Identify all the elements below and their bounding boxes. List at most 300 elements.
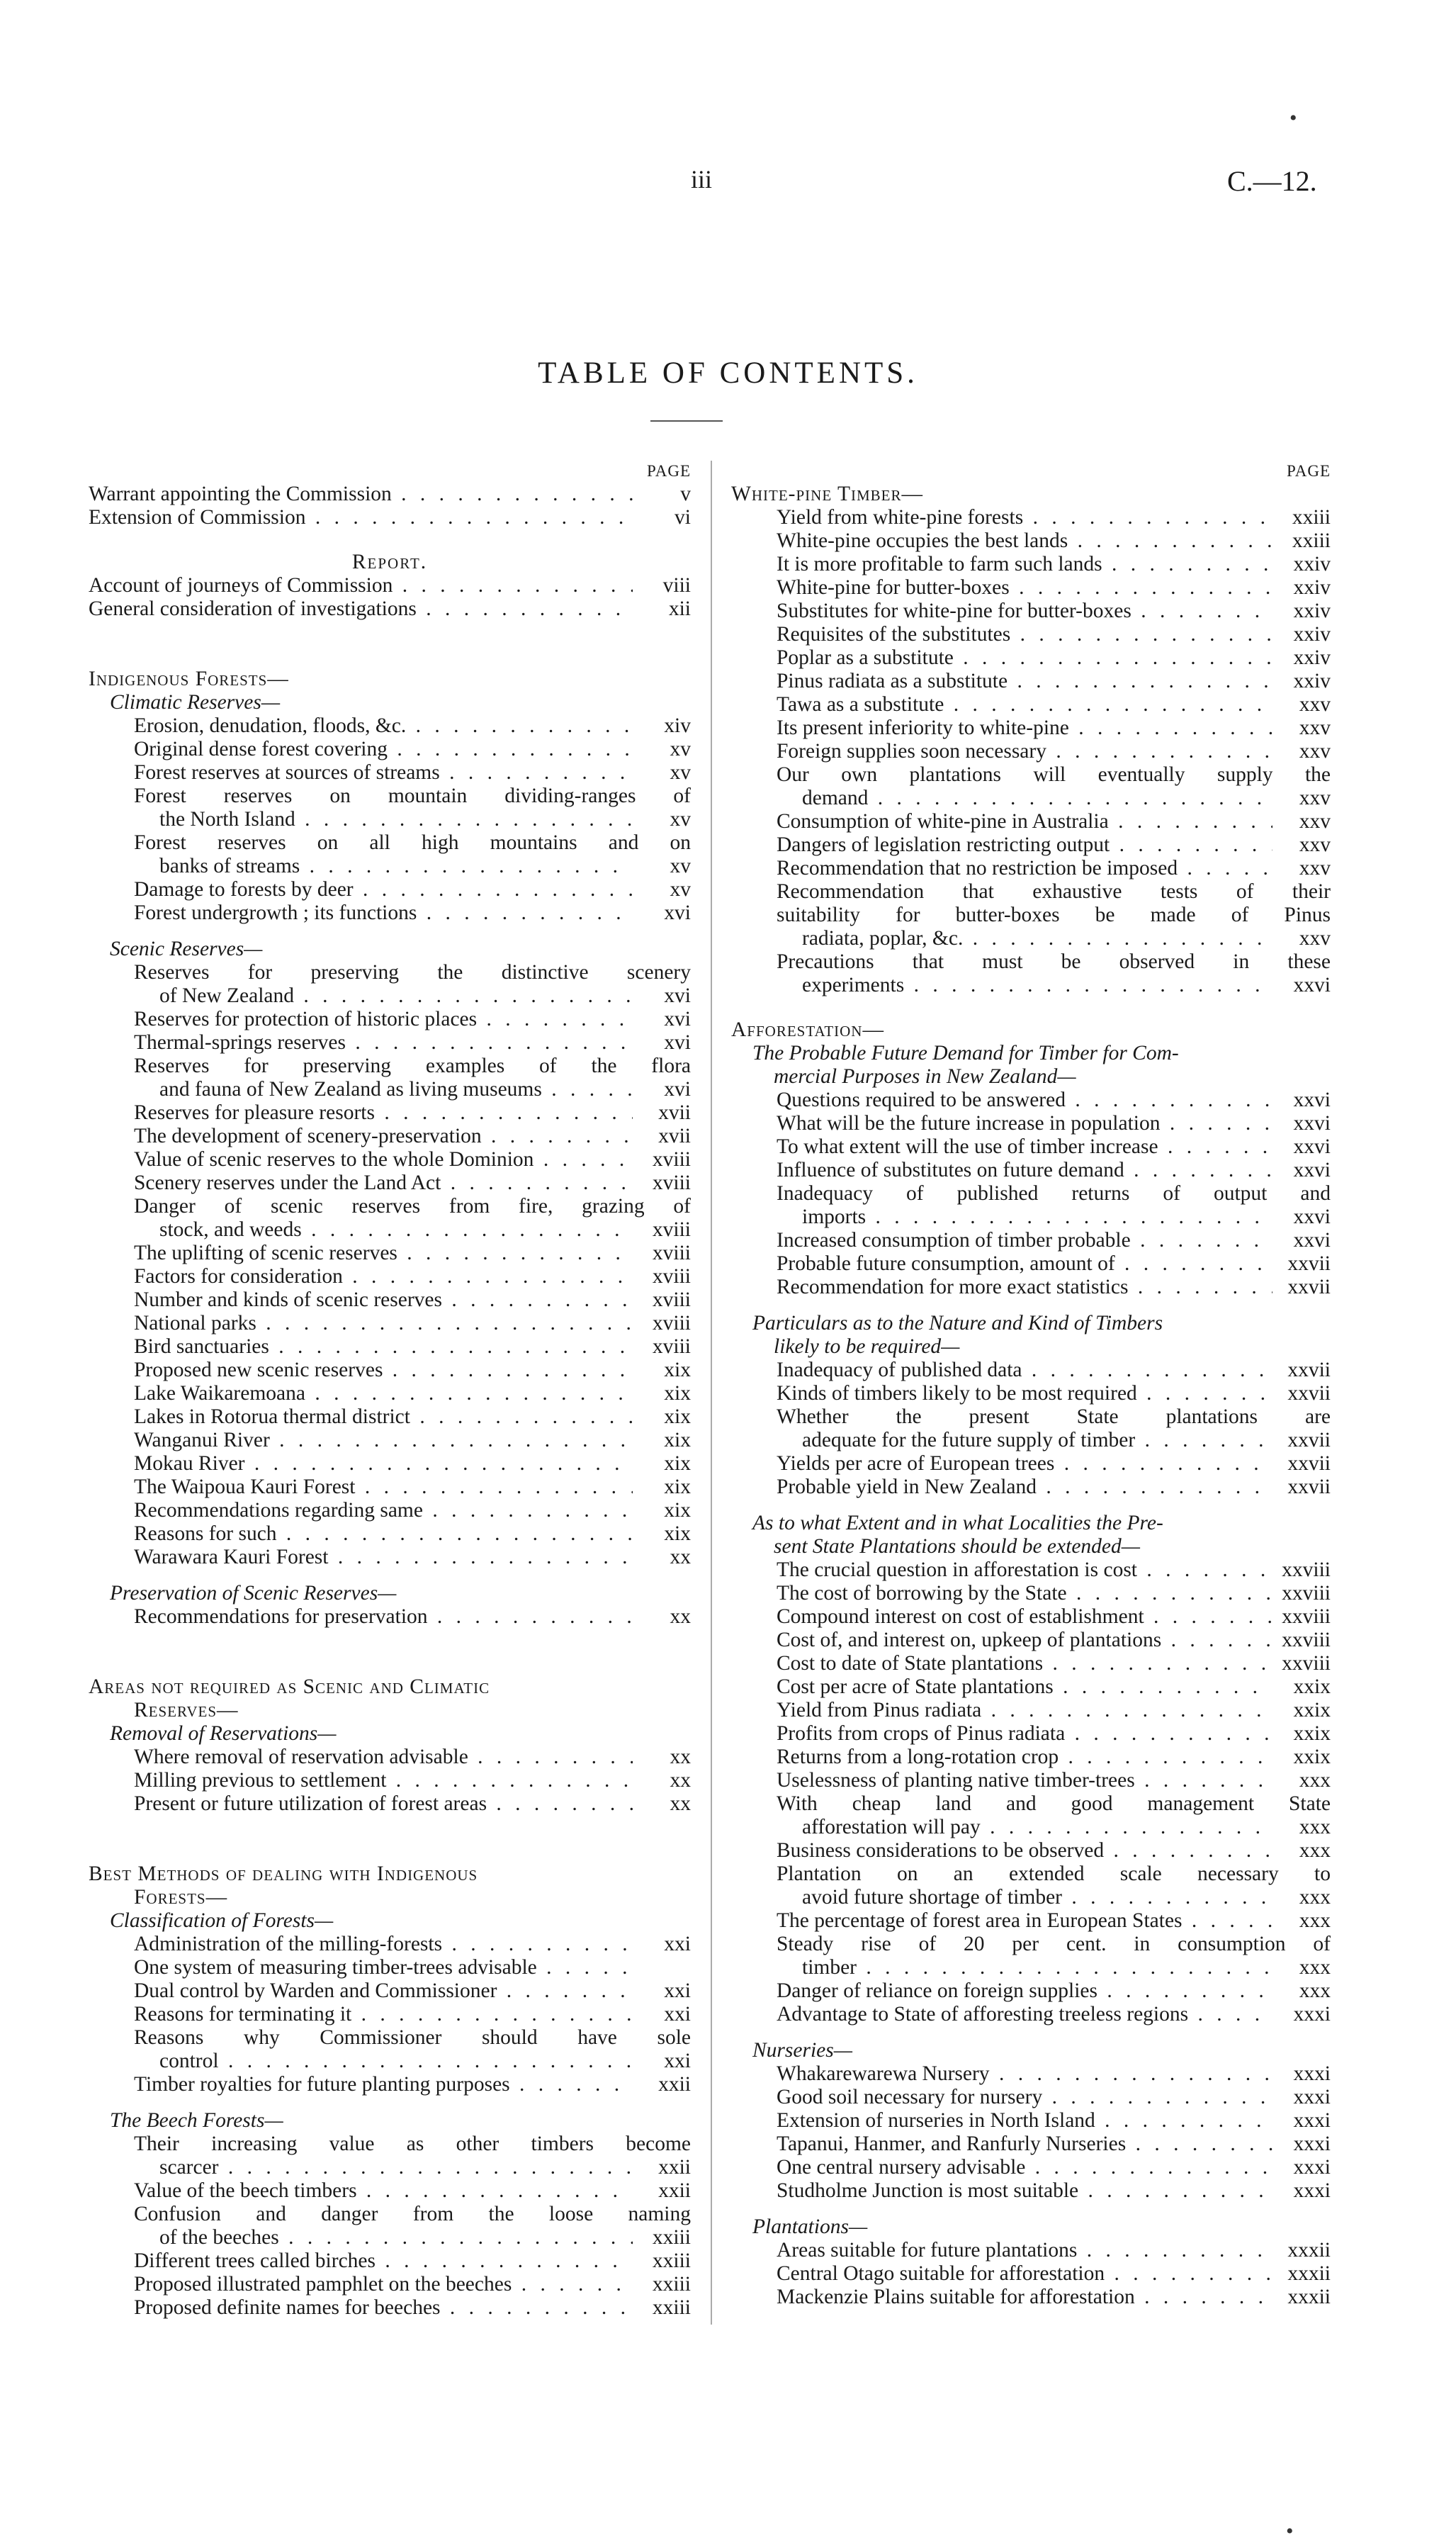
toc-entry bbox=[731, 670, 1331, 693]
toc-entry bbox=[89, 2003, 691, 2026]
subsection-heading-line1: As to what Extent and in what Localities the Pre- bbox=[752, 1512, 1163, 1534]
toc-entry bbox=[89, 761, 691, 785]
entry-text-line2: suitability for butter-boxes be made of Pinus bbox=[777, 904, 1331, 926]
entry-text-line1: Precautions that must be observed in these bbox=[777, 950, 1331, 973]
entry-text: Cost per acre of State plantations . . bbox=[731, 1675, 1272, 1699]
entry-text-cont: experiments . . bbox=[802, 974, 1272, 997]
toc-entry bbox=[731, 1476, 1331, 1499]
entry-text-line1: Our own plantations will eventually supply the bbox=[777, 763, 1331, 786]
subsection-heading-line2: likely to be required— bbox=[774, 1335, 960, 1358]
entry-continuation bbox=[777, 1886, 1331, 1909]
entry-page: xxxii bbox=[1287, 2286, 1331, 2308]
page-title: TABLE OF CONTENTS. bbox=[538, 356, 918, 390]
subsection-heading: Nurseries— bbox=[752, 2039, 852, 2062]
entry-page: xv bbox=[670, 761, 691, 784]
entry-page: xxxi bbox=[1293, 2086, 1331, 2108]
entry-continuation bbox=[134, 1078, 691, 1101]
entry-page: xviii bbox=[652, 1242, 691, 1264]
toc-entry bbox=[89, 738, 691, 761]
subsection-heading-line1: Particulars as to the Nature and Kind of Timbers bbox=[752, 1312, 1163, 1335]
subsection-heading-line1: The Probable Future Demand for Timber for Com- bbox=[752, 1042, 1179, 1064]
toc-entry bbox=[89, 2273, 691, 2296]
toc-entry bbox=[731, 553, 1331, 576]
entry-text-cont: stock, and weeds . . bbox=[159, 1218, 633, 1242]
entry-text: Mackenzie Plains suitable for afforestation . . bbox=[731, 2286, 1272, 2309]
toc-entry bbox=[731, 2133, 1331, 2156]
entry-text: Recommendations regarding same . . bbox=[89, 1499, 633, 1522]
entry-page: xx bbox=[670, 1605, 691, 1628]
entry-text: Present or future utilization of forest areas . . bbox=[89, 1792, 633, 1816]
entry-text: Lakes in Rotorua thermal district . . bbox=[89, 1405, 633, 1429]
toc-entry bbox=[731, 576, 1331, 600]
toc-entry bbox=[89, 1008, 691, 1031]
entry-continuation bbox=[134, 808, 691, 831]
entry-page: xxix bbox=[1293, 1722, 1331, 1745]
entry-text: Cost of, and interest on, upkeep of plantations . . bbox=[731, 1629, 1272, 1652]
entry-text-line1: Forest reserves on all high mountains and on bbox=[134, 831, 691, 854]
toc-entry bbox=[731, 1652, 1331, 1675]
subsection-heading: Climatic Reserves— bbox=[110, 691, 281, 714]
entry-page: xxix bbox=[1293, 1699, 1331, 1721]
toc-entry bbox=[89, 597, 691, 621]
entry-text-cont: radiata, poplar, &c. . . bbox=[802, 927, 1272, 950]
section-heading bbox=[89, 1863, 691, 1909]
entry-page: xxiii bbox=[652, 2226, 691, 2249]
entry-page: xxvii bbox=[1287, 1359, 1331, 1381]
subsection-heading: Plantations— bbox=[752, 2215, 868, 2238]
toc-entry-wrapped bbox=[731, 1933, 1331, 1979]
entry-page: xxvi bbox=[1293, 1206, 1331, 1228]
entry-page: xix bbox=[664, 1452, 691, 1475]
entry-page: xix bbox=[664, 1382, 691, 1405]
entry-page: xxx bbox=[1299, 1769, 1331, 1792]
entry-page: xxxi bbox=[1293, 2156, 1331, 2179]
subsection-heading bbox=[731, 1512, 1331, 1558]
entry-page: xxv bbox=[1299, 810, 1331, 833]
entry-page: xxx bbox=[1299, 1956, 1331, 1979]
section-heading-line2: Forests— bbox=[134, 1886, 228, 1909]
entry-text: Whakarewarewa Nursery . . bbox=[731, 2062, 1272, 2086]
entry-page: xxiv bbox=[1293, 646, 1331, 669]
entry-text: Tawa as a substitute . . bbox=[731, 693, 1272, 717]
entry-text: Extension of nurseries in North Island . . bbox=[731, 2109, 1272, 2133]
entry-text: Reserves for protection of historic places . . bbox=[89, 1008, 633, 1031]
entry-page: v bbox=[680, 483, 691, 505]
entry-text: To what extent will the use of timber increase . . bbox=[731, 1135, 1272, 1159]
toc-entry bbox=[89, 506, 691, 529]
title-rule bbox=[650, 420, 723, 422]
toc-entry-wrapped bbox=[89, 2026, 691, 2073]
entry-text: Value of scenic reserves to the whole Dominion . . bbox=[89, 1148, 633, 1172]
entry-page: xx bbox=[670, 1746, 691, 1768]
tick-mark: • bbox=[1286, 2519, 1294, 2543]
entry-text: The cost of borrowing by the State . . bbox=[731, 1582, 1272, 1605]
entry-text: Recommendation for more exact statistics . . bbox=[731, 1276, 1272, 1299]
entry-text: Bird sanctuaries . . bbox=[89, 1335, 633, 1359]
entry-text-cont: adequate for the future supply of timber . . bbox=[802, 1429, 1272, 1452]
toc-entry bbox=[731, 1382, 1331, 1405]
toc-entry bbox=[89, 1148, 691, 1172]
entry-page: xxv bbox=[1299, 787, 1331, 809]
toc-entry bbox=[731, 1229, 1331, 1252]
toc-entry bbox=[731, 1746, 1331, 1769]
entry-page: xxx bbox=[1299, 1816, 1331, 1838]
entry-text-cont: demand . . bbox=[802, 787, 1272, 810]
entry-page: xxviii bbox=[1282, 1558, 1331, 1581]
page-number: iii bbox=[691, 165, 713, 193]
entry-page: xv bbox=[670, 855, 691, 877]
entry-text-line1: With cheap land and good management State bbox=[777, 1792, 1331, 1815]
entry-text: Value of the beech timbers . . bbox=[89, 2179, 633, 2203]
entry-page: xxii bbox=[658, 2156, 691, 2179]
toc-entry bbox=[731, 717, 1331, 740]
toc-entry bbox=[89, 1359, 691, 1382]
entry-text: Poplar as a substitute . . bbox=[731, 646, 1272, 670]
spacer bbox=[89, 529, 691, 551]
spacer bbox=[89, 621, 691, 668]
toc-entry bbox=[89, 1522, 691, 1546]
entry-text: One central nursery advisable . . bbox=[731, 2156, 1272, 2179]
toc-entry bbox=[731, 1112, 1331, 1135]
entry-text: Warawara Kauri Forest . . bbox=[89, 1546, 633, 1569]
toc-entry-wrapped bbox=[89, 961, 691, 1008]
entry-text: Recommendations for preservation . . bbox=[89, 1605, 633, 1629]
entry-text: The Waipoua Kauri Forest . . bbox=[89, 1476, 633, 1499]
entry-page: xvii bbox=[658, 1125, 691, 1147]
toc-entry bbox=[731, 1629, 1331, 1652]
entry-text: Number and kinds of scenic reserves . . bbox=[89, 1288, 633, 1312]
toc-entry bbox=[731, 1252, 1331, 1276]
toc-entry bbox=[731, 1582, 1331, 1605]
entry-continuation bbox=[134, 984, 691, 1008]
entry-page: xv bbox=[670, 808, 691, 831]
entry-text: Danger of reliance on foreign supplies . . bbox=[731, 1979, 1272, 2003]
section-heading bbox=[89, 1675, 691, 1722]
entry-page: xxviii bbox=[1282, 1652, 1331, 1675]
entry-text: The uplifting of scenic reserves . . bbox=[89, 1242, 633, 1265]
entry-text: Mokau River . . bbox=[89, 1452, 633, 1476]
entry-text-cont: scarcer . . bbox=[159, 2156, 633, 2179]
entry-page: xxvii bbox=[1287, 1452, 1331, 1475]
entry-text: Questions required to be answered . . bbox=[731, 1089, 1272, 1112]
subsection-heading: Removal of Reservations— bbox=[110, 1722, 337, 1745]
entry-text: Kinds of timbers likely to be most required . . bbox=[731, 1382, 1272, 1405]
entry-text: Consumption of white-pine in Australia . . bbox=[731, 810, 1272, 833]
entry-text-line1: Reserves for preserving examples of the flora bbox=[134, 1055, 691, 1077]
entry-text-cont: avoid future shortage of timber . . bbox=[802, 1886, 1272, 1909]
entry-text: Yield from Pinus radiata . . bbox=[731, 1699, 1272, 1722]
entry-text: Milling previous to settlement . . bbox=[89, 1769, 633, 1792]
toc-entry bbox=[89, 1769, 691, 1792]
entry-continuation bbox=[134, 855, 691, 878]
entry-page: xix bbox=[664, 1522, 691, 1545]
entry-page: xxviii bbox=[1282, 1605, 1331, 1628]
entry-page: xxvii bbox=[1287, 1476, 1331, 1498]
toc-entry bbox=[731, 506, 1331, 529]
toc-entry bbox=[731, 2156, 1331, 2179]
entry-page: xix bbox=[664, 1359, 691, 1381]
subsection-heading-line2: sent State Plantations should be extended— bbox=[774, 1535, 1140, 1558]
toc-entry bbox=[731, 2003, 1331, 2026]
column-divider bbox=[711, 461, 712, 2325]
entry-page: xxx bbox=[1299, 1886, 1331, 1909]
entry-page: xviii bbox=[652, 1312, 691, 1335]
entry-page: xxvi bbox=[1293, 1159, 1331, 1181]
entry-text: What will be the future increase in population . . bbox=[731, 1112, 1272, 1135]
toc-entry bbox=[731, 623, 1331, 646]
entry-page: xxv bbox=[1299, 693, 1331, 716]
entry-text-line1: Confusion and danger from the loose naming bbox=[134, 2203, 691, 2225]
subsection-heading bbox=[731, 1312, 1331, 1359]
toc-entry bbox=[731, 1722, 1331, 1746]
toc-entry bbox=[89, 574, 691, 597]
entry-page: xxiv bbox=[1293, 600, 1331, 622]
entry-page: xviii bbox=[652, 1265, 691, 1288]
entry-text: Reserves for pleasure resorts . . bbox=[89, 1101, 633, 1125]
entry-continuation bbox=[777, 1429, 1331, 1452]
entry-text: Tapanui, Hanmer, and Ranfurly Nurseries . . bbox=[731, 2133, 1272, 2156]
entry-page: xix bbox=[664, 1499, 691, 1522]
spacer bbox=[89, 1629, 691, 1675]
toc-entry bbox=[89, 1288, 691, 1312]
entry-page: xxvi bbox=[1293, 1135, 1331, 1158]
entry-text: Original dense forest covering . . bbox=[89, 738, 633, 761]
entry-page: xxvii bbox=[1287, 1429, 1331, 1451]
subsection-heading: Scenic Reserves— bbox=[110, 938, 263, 960]
toc-entry-wrapped bbox=[89, 1195, 691, 1242]
toc-entry bbox=[89, 483, 691, 506]
entry-text: Different trees called birches . . bbox=[89, 2249, 633, 2273]
entry-text: Lake Waikaremoana . . bbox=[89, 1382, 633, 1405]
entry-text: Damage to forests by deer . . bbox=[89, 878, 633, 901]
entry-text: Foreign supplies soon necessary . . bbox=[731, 740, 1272, 763]
entry-page: xxii bbox=[658, 2179, 691, 2202]
toc-entry bbox=[731, 1675, 1331, 1699]
toc-entry-wrapped bbox=[89, 785, 691, 831]
toc-entry bbox=[731, 600, 1331, 623]
entry-continuation bbox=[777, 1816, 1331, 1839]
toc-entry bbox=[731, 810, 1331, 833]
toc-entry-wrapped bbox=[89, 2133, 691, 2179]
toc-entry bbox=[89, 1405, 691, 1429]
toc-entry bbox=[89, 1242, 691, 1265]
toc-entry bbox=[89, 2073, 691, 2096]
entry-text: Recommendation that no restriction be imposed . . bbox=[731, 857, 1272, 880]
entry-text-cont: banks of streams . . bbox=[159, 855, 633, 878]
entry-text: Forest undergrowth ; its functions . . bbox=[89, 901, 633, 925]
entry-continuation bbox=[777, 787, 1331, 810]
toc-entry bbox=[731, 2262, 1331, 2286]
entry-page: xvi bbox=[664, 1031, 691, 1054]
entry-continuation bbox=[134, 2050, 691, 2073]
entry-text: Advantage to State of afforesting treeless regions . . bbox=[731, 2003, 1272, 2026]
entry-text: Dual control by Warden and Commissioner . . bbox=[89, 1979, 633, 2003]
entry-continuation bbox=[777, 927, 1331, 950]
entry-page: xx bbox=[670, 1792, 691, 1815]
toc-entry-wrapped bbox=[731, 880, 1331, 950]
toc-entry bbox=[731, 1839, 1331, 1863]
toc-entry bbox=[89, 878, 691, 901]
report-heading: Report. bbox=[351, 551, 428, 573]
toc-entry bbox=[731, 2286, 1331, 2309]
entry-text: Thermal-springs reserves . . bbox=[89, 1031, 633, 1055]
entry-text-cont: control . . bbox=[159, 2050, 633, 2073]
toc-entry-wrapped bbox=[731, 950, 1331, 997]
spacer bbox=[731, 997, 1331, 1018]
entry-page: viii bbox=[662, 574, 691, 597]
entry-page: xxv bbox=[1299, 717, 1331, 739]
entry-page: xxv bbox=[1299, 927, 1331, 950]
entry-text: Proposed new scenic reserves . . bbox=[89, 1359, 633, 1382]
entry-text: Profits from crops of Pinus radiata . . bbox=[731, 1722, 1272, 1746]
entry-text: Forest reserves at sources of streams . . bbox=[89, 761, 633, 785]
toc-entry bbox=[731, 693, 1331, 717]
entry-continuation bbox=[777, 974, 1331, 997]
entry-page: xxxii bbox=[1287, 2262, 1331, 2285]
toc-right-column bbox=[731, 459, 1331, 2309]
entry-text: Timber royalties for future planting purposes . . bbox=[89, 2073, 633, 2096]
entry-page: xxviii bbox=[1282, 1629, 1331, 1651]
entry-text: Cost to date of State plantations . . bbox=[731, 1652, 1272, 1675]
toc-entry bbox=[89, 1429, 691, 1452]
toc-entry-wrapped bbox=[731, 1863, 1331, 1909]
toc-entry bbox=[89, 1101, 691, 1125]
toc-entry bbox=[731, 529, 1331, 553]
entry-text: Extension of Commission . . bbox=[89, 506, 633, 529]
section-heading-line1: Areas not required as Scenic and Climatic bbox=[89, 1675, 490, 1698]
entry-continuation bbox=[134, 2156, 691, 2179]
entry-page: xv bbox=[670, 738, 691, 760]
subsection-heading-line2: mercial Purposes in New Zealand— bbox=[774, 1065, 1076, 1088]
toc-entry-wrapped bbox=[89, 1055, 691, 1101]
spacer bbox=[89, 925, 691, 938]
toc-entry bbox=[731, 1558, 1331, 1582]
toc-entry bbox=[731, 1159, 1331, 1182]
entry-text: Uselessness of planting native timber-trees . . bbox=[731, 1769, 1272, 1792]
entry-page: xviii bbox=[652, 1172, 691, 1194]
entry-page: xxiii bbox=[1292, 506, 1331, 529]
entry-page: xxvi bbox=[1293, 1229, 1331, 1252]
entry-page: xvi bbox=[664, 1008, 691, 1030]
entry-page: xxiii bbox=[652, 2249, 691, 2272]
toc-entry bbox=[731, 857, 1331, 880]
toc-entry bbox=[89, 2249, 691, 2273]
entry-text: Central Otago suitable for afforestation . . bbox=[731, 2262, 1272, 2286]
entry-page: xxvii bbox=[1287, 1276, 1331, 1298]
entry-text: Compound interest on cost of establishment . . bbox=[731, 1605, 1272, 1629]
entry-text-cont: timber . . bbox=[802, 1956, 1272, 1979]
toc-entry bbox=[731, 1699, 1331, 1722]
spacer bbox=[89, 1569, 691, 1582]
toc-entry bbox=[89, 1452, 691, 1476]
spacer bbox=[731, 2026, 1331, 2039]
toc-entry bbox=[731, 1605, 1331, 1629]
entry-page: vi bbox=[675, 506, 691, 529]
entry-text-cont: imports . . bbox=[802, 1206, 1272, 1229]
toc-entry bbox=[89, 1605, 691, 1629]
toc-entry bbox=[731, 1276, 1331, 1299]
spacer bbox=[89, 2096, 691, 2109]
entry-text-line1: Recommendation that exhaustive tests of their bbox=[777, 880, 1331, 903]
entry-text-line1: Steady rise of 20 per cent. in consumption of bbox=[777, 1933, 1331, 1955]
spacer bbox=[89, 1816, 691, 1863]
entry-page: xii bbox=[668, 597, 691, 620]
entry-page: xvi bbox=[664, 984, 691, 1007]
toc-entry-wrapped bbox=[89, 831, 691, 878]
entry-page: xxvi bbox=[1293, 974, 1331, 996]
toc-entry bbox=[731, 646, 1331, 670]
toc-entry bbox=[89, 1546, 691, 1569]
toc-entry-wrapped bbox=[731, 1405, 1331, 1452]
entry-text: Good soil necessary for nursery . . bbox=[731, 2086, 1272, 2109]
toc-entry bbox=[89, 1312, 691, 1335]
entry-page: xxvii bbox=[1287, 1252, 1331, 1275]
entry-text: Reasons for such . . bbox=[89, 1522, 633, 1546]
toc-entry bbox=[731, 2179, 1331, 2203]
spacer bbox=[731, 1299, 1331, 1312]
entry-text-line1: Their increasing value as other timbers become bbox=[134, 2133, 691, 2155]
entry-continuation bbox=[134, 1218, 691, 1242]
entry-text: National parks . . bbox=[89, 1312, 633, 1335]
toc-entry bbox=[731, 1452, 1331, 1476]
entry-page: xxx bbox=[1299, 1839, 1331, 1862]
toc-entry bbox=[89, 1265, 691, 1288]
entry-text: Substitutes for white-pine for butter-boxes . . bbox=[731, 600, 1272, 623]
entry-text: Proposed definite names for beeches . . bbox=[89, 2296, 633, 2320]
entry-text-cont: afforestation will pay . . bbox=[802, 1816, 1272, 1839]
subsection-heading: Classification of Forests— bbox=[110, 1909, 334, 1932]
subsection-heading: The Beech Forests— bbox=[110, 2109, 283, 2132]
entry-text-line1: Whether the present State plantations are bbox=[777, 1405, 1331, 1428]
entry-page: xxvi bbox=[1293, 1089, 1331, 1111]
section-heading: Indigenous Forests— bbox=[89, 668, 289, 690]
entry-page: xxv bbox=[1299, 857, 1331, 880]
section-heading-line2: Reserves— bbox=[134, 1699, 239, 1721]
entry-text: Where removal of reservation advisable . . bbox=[89, 1746, 633, 1769]
entry-page: xviii bbox=[652, 1288, 691, 1311]
entry-page: xv bbox=[670, 878, 691, 901]
entry-text: Factors for consideration . . bbox=[89, 1265, 633, 1288]
entry-page: xxx bbox=[1299, 1909, 1331, 1932]
entry-page: xx bbox=[670, 1546, 691, 1568]
entry-page: xix bbox=[664, 1429, 691, 1451]
toc-entry bbox=[89, 1792, 691, 1816]
entry-page: xxxi bbox=[1293, 2062, 1331, 2085]
toc-entry bbox=[89, 714, 691, 738]
toc-entry bbox=[731, 833, 1331, 857]
entry-text: General consideration of investigations . . bbox=[89, 597, 633, 621]
toc-entry bbox=[89, 1031, 691, 1055]
entry-text: Erosion, denudation, floods, &c. . . bbox=[89, 714, 633, 738]
toc-entry bbox=[89, 1746, 691, 1769]
toc-entry bbox=[731, 1979, 1331, 2003]
entry-text: The development of scenery-preservation . . bbox=[89, 1125, 633, 1148]
toc-entry bbox=[731, 1359, 1331, 1382]
entry-text-line1: Inadequacy of published returns of output and bbox=[777, 1182, 1331, 1205]
toc-entry bbox=[89, 1335, 691, 1359]
toc-entry-wrapped bbox=[89, 2203, 691, 2249]
entry-page: xviii bbox=[652, 1218, 691, 1241]
entry-text-line1: Reasons why Commissioner should have sole bbox=[134, 2026, 691, 2049]
toc-entry bbox=[89, 901, 691, 925]
toc-entry bbox=[89, 1499, 691, 1522]
entry-text: Warrant appointing the Commission . . bbox=[89, 483, 633, 506]
entry-text: White-pine occupies the best lands . . bbox=[731, 529, 1272, 553]
entry-page: xvi bbox=[664, 1078, 691, 1101]
entry-page: xxx bbox=[1299, 1979, 1331, 2002]
entry-text: It is more profitable to farm such lands . . bbox=[731, 553, 1272, 576]
entry-text: White-pine for butter-boxes . . bbox=[731, 576, 1272, 600]
